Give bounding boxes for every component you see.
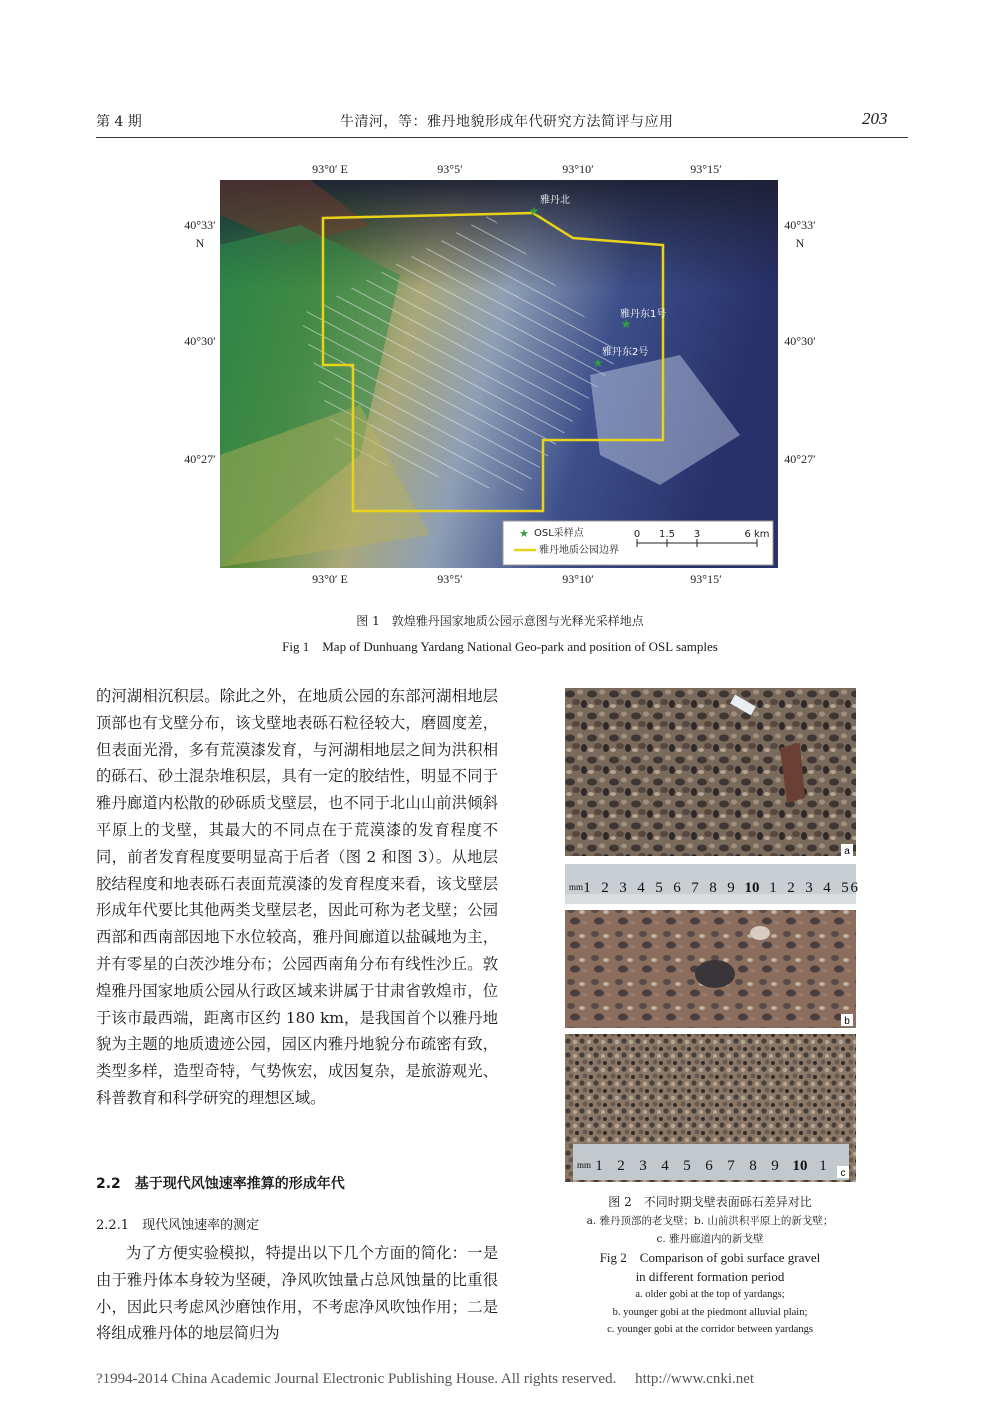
lat-label: N: [795, 236, 805, 250]
lon-label: 93°5′: [437, 162, 463, 176]
star-icon: ★: [519, 527, 529, 540]
svg-text:10: 10: [792, 1158, 808, 1174]
svg-text:4: 4: [661, 1158, 669, 1174]
ruler-1: [565, 864, 859, 904]
svg-text:3: 3: [619, 880, 627, 896]
figure2-caption-cn: 图 2 不同时期戈壁表面砾石差异对比: [608, 1195, 812, 1209]
lat-label: 40°30′: [784, 334, 816, 348]
svg-text:10: 10: [744, 880, 760, 896]
lat-label: 40°27′: [184, 452, 216, 466]
header-issue: 第 4 期: [96, 114, 142, 130]
subsection-heading: 2.2.1 现代风蚀速率的测定: [96, 1218, 260, 1233]
photo-panel-b: [565, 910, 856, 1028]
figure2-caption-c-cn: c. 雅丹廊道内的新戈壁: [656, 1233, 764, 1245]
svg-text:6 km: 6 km: [744, 529, 770, 540]
svg-text:3: 3: [693, 529, 701, 540]
figure1-caption-cn: 图 1 敦煌雅丹国家地质公园示意图与光释光采样地点: [356, 614, 644, 628]
star-icon: ★: [592, 356, 604, 370]
svg-text:5: 5: [655, 880, 663, 896]
panel-label: c: [840, 1168, 846, 1179]
site-label: 雅丹北: [540, 195, 570, 206]
header-rule: [96, 137, 908, 138]
footer-copyright: ?1994-2014 China Academic Journal Electronic Publishing House. All rights reserved. http://www.cnki.net: [96, 1371, 755, 1387]
lon-label: 93°5′: [437, 572, 463, 586]
figure2-caption-a-en: a. older gobi at the top of yardangs;: [635, 1289, 785, 1300]
lat-label: 40°27′: [784, 452, 816, 466]
svg-text:OSL采样点: OSL采样点: [534, 528, 584, 539]
figure1-caption-en: Fig 1 Map of Dunhuang Yardang National Geo-park and position of OSL samples: [282, 639, 718, 654]
lat-label: N: [195, 236, 205, 250]
svg-text:6: 6: [850, 880, 858, 896]
svg-text:mm: mm: [577, 1160, 592, 1170]
svg-text:7: 7: [691, 880, 699, 896]
body-paragraph: 的河湖相沉积层。除此之外，在地质公园的东部河湖相地层顶部也有戈壁分布，该戈壁地表砾石粒径较大，磨圆度差，但表面光滑，多有荒漠漆发育，与河湖相地层之间为洪积相的砾石、砂土混杂堆积层，具有一定的胶结性，明显不同于雅丹廊道内松散的砂砾质戈壁层，也不同于北山山前洪倾斜平原上的戈壁，其最大的不同点在于荒漠漆的发育程度不同，前者发育程度要明显高于后者（图 2 和图 3）。从地层胶结程度和地表砾石表面荒漠漆的发育程度来看，该戈壁层形成年代要比其他两类戈壁层老，因此可称为老戈壁；公园西部和西南部因地下水位较高，雅丹间廊道以盐碱地为主，并有零星的白茨沙堆分布；公园西南角分布有线性沙丘。敦煌雅丹国家地质公园从行政区域来讲属于甘肃省敦煌市，位于该市最西端，距离市区约 180 km，是我国首个以雅丹地貌为主题的地质遗迹公园，园区内雅丹地貌分布疏密有致，类型多样，造型奇特，气势恢宏，成因复杂，是旅游观光、科普教育和科学研究的理想区域。: [96, 687, 498, 1107]
figure2-caption-ab-cn: a. 雅丹顶部的老戈壁；b. 山前洪积平原上的新戈壁；: [586, 1215, 834, 1227]
svg-text:1.5: 1.5: [659, 529, 675, 540]
body-column: [96, 683, 498, 1112]
svg-text:5: 5: [683, 1158, 691, 1174]
lon-label: 93°0′ E: [312, 572, 348, 586]
svg-text:雅丹地质公园边界: 雅丹地质公园边界: [539, 545, 619, 556]
svg-text:6: 6: [673, 880, 681, 896]
svg-text:7: 7: [727, 1158, 735, 1174]
panel-label: b: [844, 1016, 850, 1027]
svg-text:3: 3: [639, 1158, 647, 1174]
svg-text:1: 1: [769, 880, 777, 896]
svg-text:9: 9: [771, 1158, 779, 1174]
svg-text:1: 1: [595, 1158, 603, 1174]
section-heading: 2.2 基于现代风蚀速率推算的形成年代: [96, 1176, 345, 1192]
header-page-number: 203: [862, 109, 888, 128]
svg-text:4: 4: [823, 880, 831, 896]
photo-panel-c: [565, 1034, 856, 1182]
lon-label: 93°15′: [690, 572, 722, 586]
svg-text:9: 9: [727, 880, 735, 896]
svg-text:4: 4: [637, 880, 645, 896]
lat-label: 40°30′: [184, 334, 216, 348]
map-legend: [503, 521, 773, 565]
star-icon: ★: [528, 204, 540, 218]
photo-panel-a: [565, 688, 856, 857]
figure2-photos: [565, 688, 860, 1184]
svg-text:3: 3: [805, 880, 813, 896]
site-label: 雅丹东2号: [602, 347, 649, 358]
lat-label: 40°33′: [184, 218, 216, 232]
svg-text:8: 8: [749, 1158, 757, 1174]
svg-text:mm: mm: [569, 882, 584, 892]
figure2-caption-en-line2: in different formation period: [635, 1269, 785, 1284]
svg-text:0: 0: [633, 529, 641, 540]
lon-label: 93°0′ E: [312, 162, 348, 176]
svg-text:1: 1: [819, 1158, 827, 1174]
figure2-caption-en: [540, 1248, 880, 1286]
star-icon: ★: [620, 317, 632, 331]
figure2-caption-c-en: c. younger gobi at the corridor between yardangs: [607, 1324, 813, 1335]
svg-text:2: 2: [601, 880, 609, 896]
panel-label: a: [844, 846, 850, 857]
lat-label: 40°33′: [784, 218, 816, 232]
lon-label: 93°10′: [562, 572, 594, 586]
svg-text:5: 5: [841, 880, 849, 896]
site-label: 雅丹东1号: [620, 309, 667, 320]
lon-label: 93°15′: [690, 162, 722, 176]
svg-text:8: 8: [709, 880, 717, 896]
svg-text:6: 6: [705, 1158, 713, 1174]
lon-label: 93°10′: [562, 162, 594, 176]
body-paragraph: 为了方便实验模拟，特提出以下几个方面的简化：一是由于雅丹体本身较为坚硬，净风吹蚀量占总风蚀量的比重很小，因此只考虑风沙磨蚀作用，不考虑净风吹蚀作用；二是将组成雅丹体的地层简归为: [96, 1244, 498, 1343]
figure1-map: [160, 155, 840, 595]
figure2-caption-b-en: b. younger gobi at the piedmont alluvial plain;: [612, 1307, 808, 1318]
svg-text:2: 2: [617, 1158, 625, 1174]
figure2-caption-en-line1: Fig 2 Comparison of gobi surface gravel: [599, 1250, 821, 1265]
header-running-title: 牛清河，等：雅丹地貌形成年代研究方法简评与应用: [340, 114, 674, 130]
svg-text:2: 2: [787, 880, 795, 896]
svg-text:1: 1: [583, 880, 591, 896]
body-column-2: [96, 1240, 498, 1347]
